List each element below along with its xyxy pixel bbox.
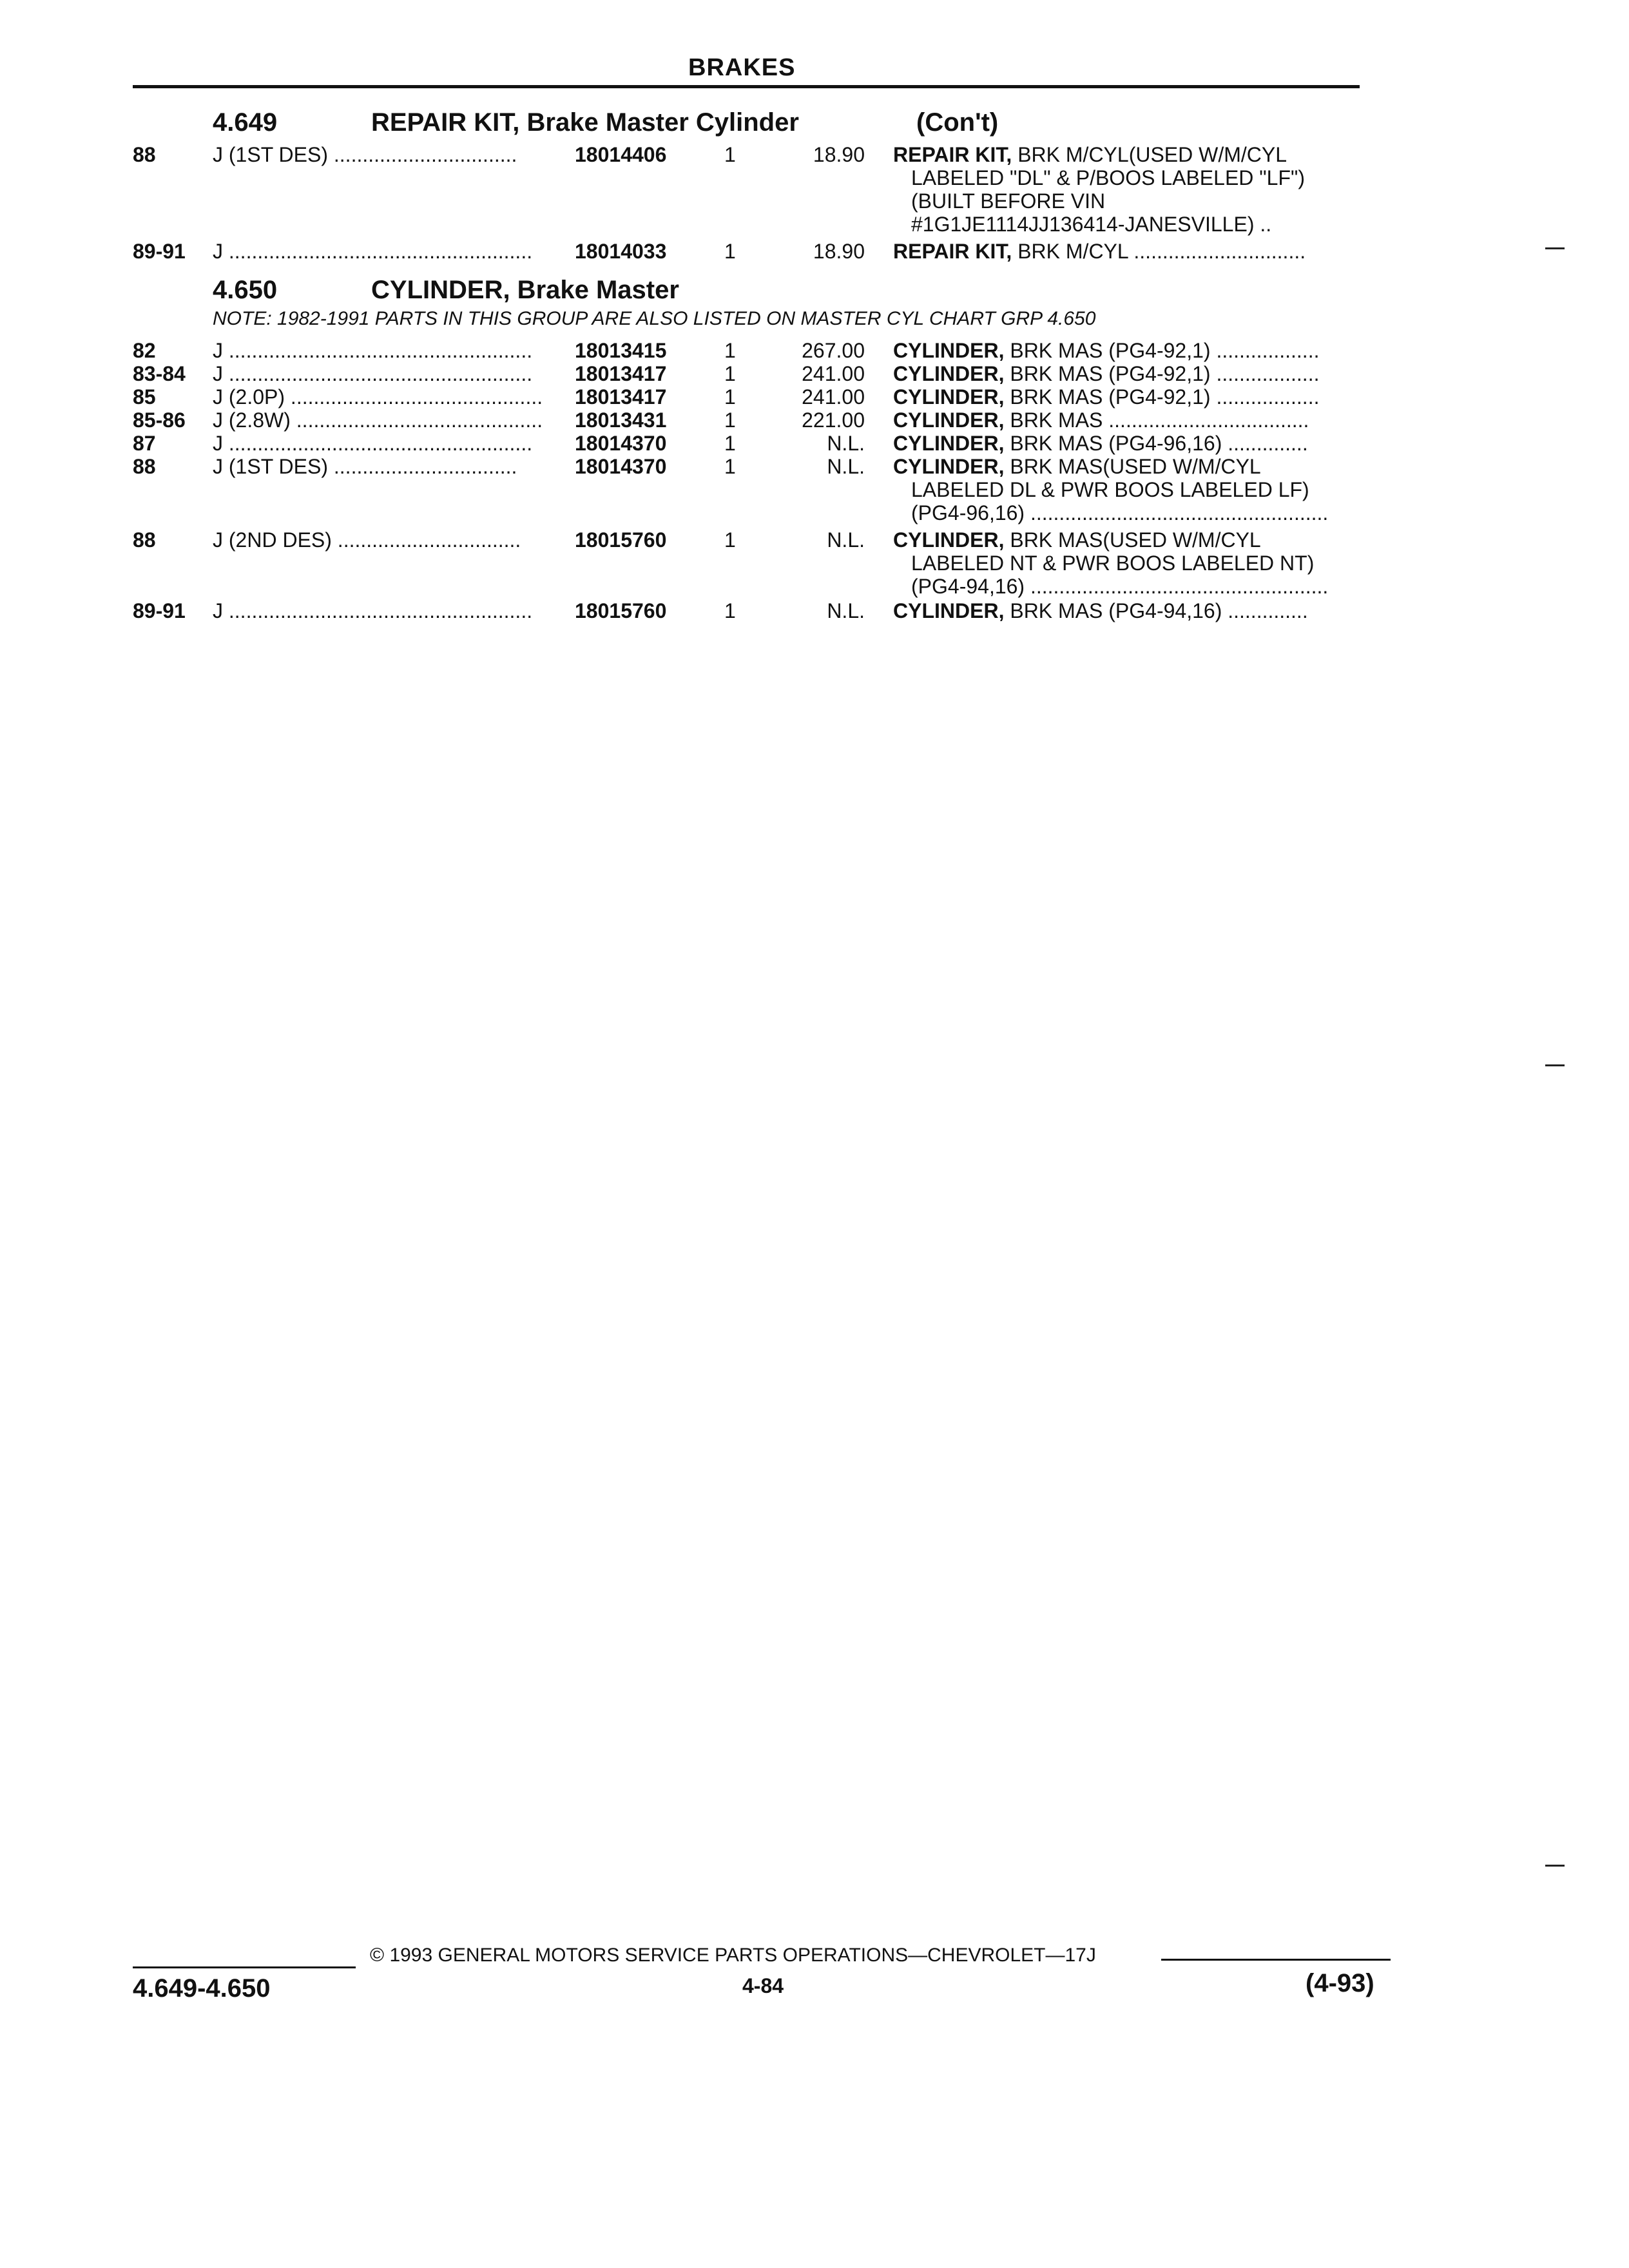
description-continuation: LABELED DL & PWR BOOS LABELED LF) — [911, 478, 1309, 501]
footer-rule-left — [133, 1966, 356, 1968]
description-continuation: LABELED "DL" & P/BOOS LABELED "LF") — [911, 166, 1305, 189]
part-number: 18013417 — [575, 362, 667, 385]
footer-rule-right — [1161, 1959, 1391, 1961]
group-title: REPAIR KIT, Brake Master Cylinder — [371, 108, 799, 137]
model-year: 88 — [133, 143, 156, 166]
model-code: J ..................................................... — [213, 362, 533, 385]
margin-mark — [1545, 247, 1565, 249]
section-rule — [133, 85, 1360, 88]
price: N.L. — [827, 432, 865, 455]
description-text: BRK MAS ................................... — [1004, 408, 1309, 432]
margin-mark — [1545, 1064, 1565, 1066]
description-text: BRK MAS (PG4-92,1) .................. — [1004, 339, 1320, 362]
part-number: 18014406 — [575, 143, 667, 166]
part-number: 18013417 — [575, 385, 667, 408]
description-noun: REPAIR KIT, — [893, 143, 1012, 166]
description-noun: CYLINDER, — [893, 385, 1005, 408]
section-title: BRAKES — [688, 54, 796, 81]
model-code: J (2ND DES) ................................ — [213, 528, 521, 552]
description-continuation: (BUILT BEFORE VIN — [911, 189, 1106, 213]
model-code: J ..................................................... — [213, 599, 533, 622]
part-number: 18013431 — [575, 408, 667, 432]
model-code: J ..................................................... — [213, 339, 533, 362]
description-noun: CYLINDER, — [893, 408, 1005, 432]
model-year: 88 — [133, 455, 156, 478]
description-text: BRK MAS (PG4-94,16) .............. — [1004, 599, 1308, 622]
model-code: J (1ST DES) ................................ — [213, 455, 517, 478]
description-text: BRK MAS (PG4-92,1) .................. — [1004, 385, 1320, 408]
price: 241.00 — [802, 385, 865, 408]
price: N.L. — [827, 455, 865, 478]
description — [893, 143, 1366, 167]
description-noun: CYLINDER, — [893, 528, 1005, 552]
quantity: 1 — [724, 432, 736, 455]
description — [893, 528, 1366, 552]
part-number: 18014033 — [575, 240, 667, 263]
quantity: 1 — [724, 528, 736, 552]
description — [893, 339, 1366, 363]
description-noun: REPAIR KIT, — [893, 240, 1012, 263]
description-text: BRK M/CYL .............................. — [1012, 240, 1306, 263]
footer-copyright: © 1993 GENERAL MOTORS SERVICE PARTS OPERATIONS—CHEVROLET—17J — [370, 1945, 1096, 1966]
price: 221.00 — [802, 408, 865, 432]
model-year: 83-84 — [133, 362, 186, 385]
parts-row — [0, 455, 1629, 479]
quantity: 1 — [724, 240, 736, 263]
description-noun: CYLINDER, — [893, 432, 1005, 455]
footer-group-range: 4.649-4.650 — [133, 1974, 271, 2003]
model-year: 89-91 — [133, 240, 186, 263]
quantity: 1 — [724, 408, 736, 432]
description — [893, 385, 1366, 409]
group-continued: (Con't) — [916, 108, 999, 137]
model-code: J (1ST DES) ................................ — [213, 143, 517, 166]
group-number: 4.649 — [213, 108, 278, 137]
quantity: 1 — [724, 599, 736, 622]
description-continuation: (PG4-96,16) .................................................... — [911, 501, 1329, 524]
price: N.L. — [827, 528, 865, 552]
group-number: 4.650 — [213, 276, 278, 304]
price: 241.00 — [802, 362, 865, 385]
margin-mark — [1545, 1865, 1565, 1867]
parts-row — [0, 432, 1629, 456]
description-continuation: (PG4-94,16) .................................................... — [911, 575, 1329, 598]
part-number: 18014370 — [575, 432, 667, 455]
quantity: 1 — [724, 385, 736, 408]
quantity: 1 — [724, 339, 736, 362]
model-code: J (2.8W) ........................................... — [213, 408, 543, 432]
price: N.L. — [827, 599, 865, 622]
quantity: 1 — [724, 362, 736, 385]
parts-row — [0, 339, 1629, 363]
part-number: 18015760 — [575, 528, 667, 552]
description-noun: CYLINDER, — [893, 362, 1005, 385]
price: 18.90 — [813, 143, 865, 166]
parts-row — [0, 385, 1629, 410]
model-year: 82 — [133, 339, 156, 362]
description-noun: CYLINDER, — [893, 599, 1005, 622]
description — [893, 455, 1366, 479]
price: 18.90 — [813, 240, 865, 263]
description-text: BRK MAS (PG4-92,1) .................. — [1004, 362, 1320, 385]
model-year: 89-91 — [133, 599, 186, 622]
part-number: 18014370 — [575, 455, 667, 478]
description — [893, 432, 1366, 456]
description-noun: CYLINDER, — [893, 339, 1005, 362]
description-continuation: #1G1JE1114JJ136414-JANESVILLE) .. — [911, 213, 1272, 236]
parts-row — [0, 599, 1629, 624]
group-note: NOTE: 1982-1991 PARTS IN THIS GROUP ARE ALSO LISTED ON MASTER CYL CHART GRP 4.650 — [213, 308, 1096, 329]
parts-row — [0, 408, 1629, 433]
part-number: 18015760 — [575, 599, 667, 622]
description — [893, 362, 1366, 386]
model-year: 87 — [133, 432, 156, 455]
quantity: 1 — [724, 455, 736, 478]
model-year: 85-86 — [133, 408, 186, 432]
parts-row — [0, 143, 1629, 168]
parts-row — [0, 528, 1629, 553]
model-code: J ..................................................... — [213, 432, 533, 455]
model-code: J ..................................................... — [213, 240, 533, 263]
model-code: J (2.0P) ............................................ — [213, 385, 543, 408]
footer-date: (4-93) — [1306, 1969, 1374, 1997]
quantity: 1 — [724, 143, 736, 166]
group-title: CYLINDER, Brake Master — [371, 276, 679, 304]
description-text: BRK MAS(USED W/M/CYL — [1004, 528, 1261, 552]
description-noun: CYLINDER, — [893, 455, 1005, 478]
description-text: BRK M/CYL(USED W/M/CYL — [1012, 143, 1287, 166]
model-year: 85 — [133, 385, 156, 408]
price: 267.00 — [802, 339, 865, 362]
description — [893, 240, 1366, 264]
footer-page-number: 4-84 — [742, 1974, 784, 1997]
description — [893, 599, 1366, 623]
description-text: BRK MAS(USED W/M/CYL — [1004, 455, 1261, 478]
model-year: 88 — [133, 528, 156, 552]
parts-row — [0, 362, 1629, 387]
description — [893, 408, 1366, 432]
part-number: 18013415 — [575, 339, 667, 362]
description-continuation: LABELED NT & PWR BOOS LABELED NT) — [911, 552, 1315, 575]
description-text: BRK MAS (PG4-96,16) .............. — [1004, 432, 1308, 455]
parts-row — [0, 240, 1629, 264]
